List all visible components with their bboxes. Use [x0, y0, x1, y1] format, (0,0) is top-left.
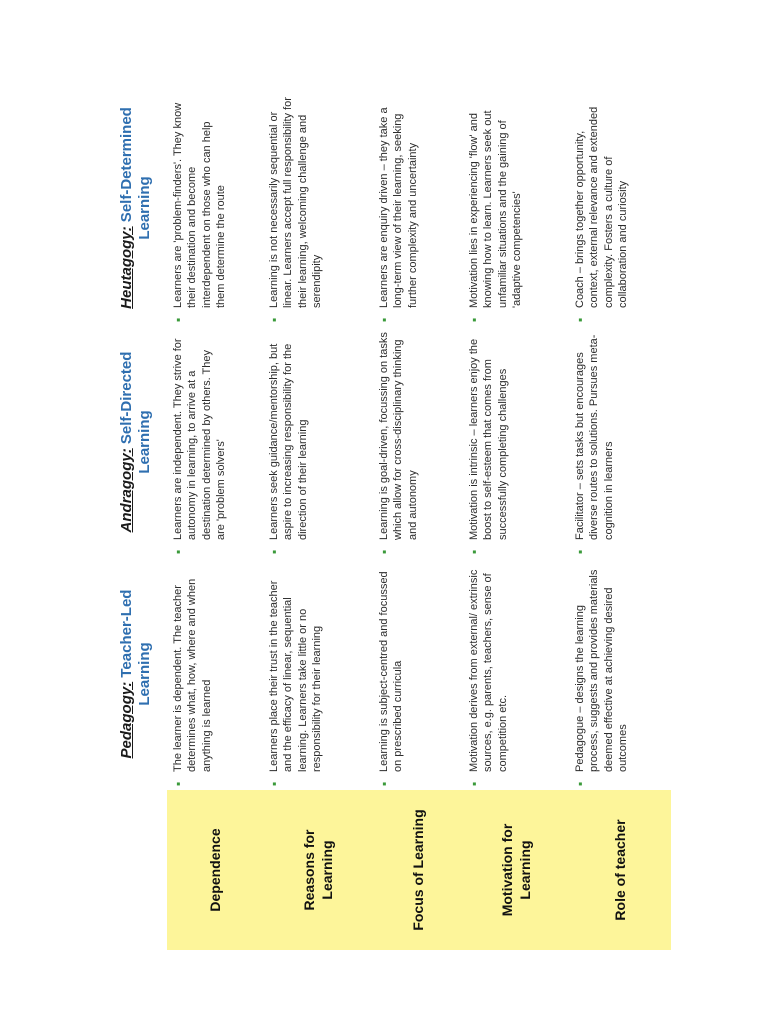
table-row-reasons	[263, 90, 373, 950]
category-cell: Focus of Learning	[373, 790, 463, 950]
cell-text: Coach – brings together opportunity, context, external relevance and extended complexity. Fosters a culture of collaboration and curiosity	[574, 106, 629, 308]
heutagogy-cell	[569, 90, 671, 326]
pedagogy-cell	[373, 558, 463, 790]
cell-text: Learning is subject-centred and focussed on prescribed curricula	[378, 571, 405, 772]
header-row	[105, 90, 167, 950]
cell-text: Learning is goal-driven, focussing on tasks which allow for cross-disciplinary thinking and autonomy	[378, 332, 419, 540]
andragogy-cell	[373, 326, 463, 558]
green-bullet-icon: ▪	[171, 317, 185, 322]
pedagogy-cell	[569, 558, 671, 790]
table-row-motivation	[463, 90, 569, 950]
cell-text: Facilitator – sets tasks but encourages diverse routes to solutions. Pursues meta-cognition in learners	[574, 334, 615, 540]
green-bullet-icon: ▪	[267, 549, 281, 554]
green-bullet-icon: ▪	[573, 317, 587, 322]
andragogy-cell	[463, 326, 569, 558]
cell-text: Learners are enquiry driven – they take a long-term view of their learning, seeking further complexity and uncertainty	[378, 107, 419, 308]
green-bullet-icon: ▪	[573, 549, 587, 554]
cell-text: Learners seek guidance/mentorship, but aspire to increasing responsibility for the direction of their learning	[268, 343, 309, 540]
andragogy-title: Self-Directed Learning	[118, 351, 153, 474]
pedagogy-cell	[463, 558, 569, 790]
heutagogy-cell	[463, 90, 569, 326]
heutagogy-title: Self-Determined Learning	[118, 107, 153, 240]
green-bullet-icon: ▪	[467, 549, 481, 554]
andragogy-cell	[167, 326, 263, 558]
cell-text: Motivation lies in experiencing 'flow' and knowing how to learn. Learners seek out unfamiliar situations and the gaining of 'adaptive competencies'	[468, 110, 523, 308]
category-cell: Motivation for Learning	[463, 790, 569, 950]
andragogy-cell	[263, 326, 373, 558]
green-bullet-icon: ▪	[573, 781, 587, 786]
pedagogy-cell	[263, 558, 373, 790]
cell-text: Learning is not necessarily sequential or linear. Learners accept full responsibility for their learning, welcoming challenge and serendipity	[268, 97, 323, 308]
green-bullet-icon: ▪	[467, 781, 481, 786]
green-bullet-icon: ▪	[171, 781, 185, 786]
green-bullet-icon: ▪	[377, 549, 391, 554]
header-empty-cell	[105, 790, 167, 950]
green-bullet-icon: ▪	[467, 317, 481, 322]
category-cell: Role of teacher	[569, 790, 671, 950]
table-row-role	[569, 90, 671, 950]
cell-text: Pedagogue – designs the learning process, suggests and provides materials deemed effective at achieving desired outcomes	[574, 569, 629, 772]
andragogy-label: Andragogy:	[118, 448, 135, 533]
table-row-focus	[373, 90, 463, 950]
learning-comparison-table	[105, 90, 671, 950]
pedagogy-cell	[167, 558, 263, 790]
green-bullet-icon: ▪	[377, 781, 391, 786]
green-bullet-icon: ▪	[267, 781, 281, 786]
cell-text: Learners place their trust in the teacher and the efficacy of linear, sequential learning. Learners take little or no responsibility for their learning	[268, 580, 323, 772]
cell-text: Motivation derives from external/ extrinsic sources, e.g. parents, teachers, sense of competition etc.	[468, 569, 509, 772]
green-bullet-icon: ▪	[171, 549, 185, 554]
heutagogy-cell	[167, 90, 263, 326]
heutagogy-cell	[373, 90, 463, 326]
heutagogy-cell	[263, 90, 373, 326]
green-bullet-icon: ▪	[377, 317, 391, 322]
cell-text: The learner is dependent. The teacher determines what, how, where and when anything is learned	[172, 578, 213, 772]
cell-text: Learners are 'problem-finders'. They know their destination and become interdependent on those who can help them determine the route	[172, 102, 227, 308]
rotated-table-frame	[105, 90, 665, 950]
pedagogy-label: Pedagogy:	[118, 681, 135, 759]
header-andragogy	[105, 326, 167, 558]
pedagogy-title: Teacher-Led Learning	[118, 589, 153, 706]
cell-text: Motivation is intrinsic – learners enjoy the boost to self-esteem that comes from successfully completing challenges	[468, 338, 509, 540]
table-row-dependence	[167, 90, 263, 950]
header-heutagogy	[105, 90, 167, 326]
cell-text: Learners are independent. They strive for autonomy in learning, to arrive at a destination determined by others. They are 'problem solvers'	[172, 338, 227, 540]
header-pedagogy	[105, 558, 167, 790]
heutagogy-label: Heutagogy:	[118, 226, 135, 309]
category-cell: Dependence	[167, 790, 263, 950]
category-cell: Reasons for Learning	[263, 790, 373, 950]
andragogy-cell	[569, 326, 671, 558]
green-bullet-icon: ▪	[267, 317, 281, 322]
